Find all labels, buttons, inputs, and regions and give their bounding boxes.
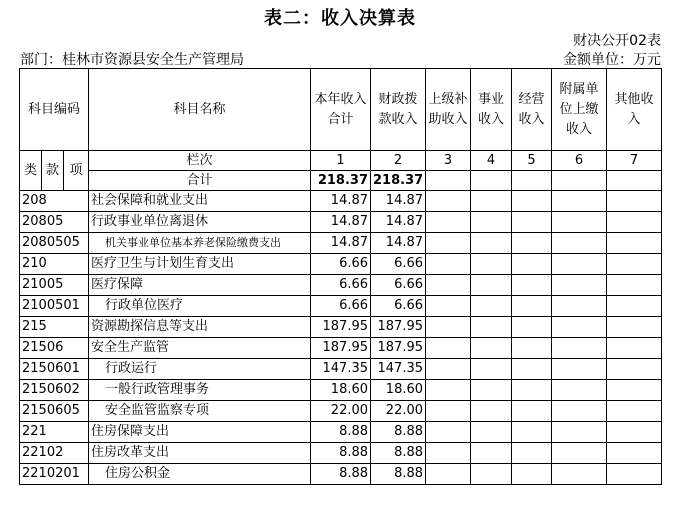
row-value-1: 14.87 <box>311 233 371 254</box>
row-name: 资源勘探信息等支出 <box>89 317 311 338</box>
department-label: 部门：桂林市资源县安全生产管理局 <box>20 52 244 68</box>
header-lei: 类 <box>20 151 42 191</box>
row-empty-cell <box>471 233 512 254</box>
row-empty-cell <box>512 380 552 401</box>
table-row <box>20 275 662 296</box>
row-code: 221 <box>20 422 89 443</box>
row-empty-cell <box>607 212 662 233</box>
total-value-2: 218.37 <box>371 171 426 191</box>
row-empty-cell <box>471 338 512 359</box>
row-empty-cell <box>426 212 471 233</box>
header-col-6: 附属单位上缴收入 <box>552 69 607 151</box>
row-code: 2210201 <box>20 464 89 485</box>
row-name: 安全生产监管 <box>89 338 311 359</box>
row-empty-cell <box>552 443 607 464</box>
table-row <box>20 254 662 275</box>
lanci-num-6: 6 <box>552 151 607 171</box>
row-empty-cell <box>607 254 662 275</box>
header-col-5: 经营收入 <box>512 69 552 151</box>
row-empty-cell <box>552 296 607 317</box>
row-empty-cell <box>607 464 662 485</box>
row-empty-cell <box>552 275 607 296</box>
row-value-2: 8.88 <box>371 464 426 485</box>
row-empty-cell <box>607 296 662 317</box>
row-value-2: 6.66 <box>371 254 426 275</box>
row-value-1: 147.35 <box>311 359 371 380</box>
row-value-1: 8.88 <box>311 443 371 464</box>
row-name: 住房保障支出 <box>89 422 311 443</box>
row-code: 21506 <box>20 338 89 359</box>
row-empty-cell <box>552 233 607 254</box>
row-code: 2150601 <box>20 359 89 380</box>
row-value-1: 8.88 <box>311 464 371 485</box>
total-row <box>20 171 662 191</box>
row-value-1: 187.95 <box>311 338 371 359</box>
row-empty-cell <box>512 443 552 464</box>
row-empty-cell <box>552 212 607 233</box>
row-empty-cell <box>471 317 512 338</box>
row-empty-cell <box>512 296 552 317</box>
row-empty-cell <box>512 212 552 233</box>
row-value-1: 8.88 <box>311 422 371 443</box>
row-value-2: 6.66 <box>371 296 426 317</box>
header-subject-code: 科目编码 <box>20 69 89 151</box>
row-empty-cell <box>607 338 662 359</box>
lanci-num-7: 7 <box>607 151 662 171</box>
row-empty-cell <box>471 464 512 485</box>
row-code: 20805 <box>20 212 89 233</box>
row-empty-cell <box>512 422 552 443</box>
amount-unit-label: 金额单位：万元 <box>563 52 661 68</box>
row-value-1: 6.66 <box>311 296 371 317</box>
row-value-2: 187.95 <box>371 317 426 338</box>
row-code: 2150602 <box>20 380 89 401</box>
row-value-2: 14.87 <box>371 191 426 212</box>
row-value-1: 6.66 <box>311 275 371 296</box>
row-empty-cell <box>471 212 512 233</box>
row-value-1: 6.66 <box>311 254 371 275</box>
row-code: 21005 <box>20 275 89 296</box>
row-empty-cell <box>607 422 662 443</box>
row-value-2: 147.35 <box>371 359 426 380</box>
row-empty-cell <box>426 338 471 359</box>
lanci-num-1: 1 <box>311 151 371 171</box>
row-empty-cell <box>426 443 471 464</box>
row-value-2: 14.87 <box>371 212 426 233</box>
total-label: 合计 <box>89 171 311 191</box>
header-col-2: 财政拨款收入 <box>371 69 426 151</box>
row-empty-cell <box>552 422 607 443</box>
row-empty-cell <box>552 464 607 485</box>
table-row <box>20 212 662 233</box>
row-empty-cell <box>607 401 662 422</box>
row-code: 22102 <box>20 443 89 464</box>
row-value-1: 14.87 <box>311 191 371 212</box>
row-empty-cell <box>607 317 662 338</box>
row-empty-cell <box>512 359 552 380</box>
row-empty-cell <box>471 380 512 401</box>
row-empty-cell <box>471 254 512 275</box>
row-name: 住房公积金 <box>89 464 311 485</box>
row-name: 一般行政管理事务 <box>89 380 311 401</box>
header-xiang: 项 <box>64 151 89 191</box>
row-empty-cell <box>426 296 471 317</box>
header-row <box>20 69 662 151</box>
table-row <box>20 338 662 359</box>
table-row <box>20 233 662 254</box>
row-empty-cell <box>512 191 552 212</box>
lanci-num-4: 4 <box>471 151 512 171</box>
row-empty-cell <box>512 464 552 485</box>
row-name: 医疗保障 <box>89 275 311 296</box>
table-row <box>20 422 662 443</box>
row-empty-cell <box>426 233 471 254</box>
row-value-2: 187.95 <box>371 338 426 359</box>
lanci-label: 栏次 <box>89 151 311 171</box>
row-value-1: 187.95 <box>311 317 371 338</box>
row-empty-cell <box>607 275 662 296</box>
row-name: 行政事业单位离退休 <box>89 212 311 233</box>
row-name: 机关事业单位基本养老保险缴费支出 <box>89 233 311 254</box>
row-empty-cell <box>607 380 662 401</box>
row-value-2: 14.87 <box>371 233 426 254</box>
table-row <box>20 401 662 422</box>
row-empty-cell <box>607 443 662 464</box>
row-empty-cell <box>471 191 512 212</box>
row-empty-cell <box>426 401 471 422</box>
row-empty-cell <box>512 338 552 359</box>
row-empty-cell <box>426 191 471 212</box>
row-empty-cell <box>552 338 607 359</box>
row-code: 2150605 <box>20 401 89 422</box>
row-empty-cell <box>512 401 552 422</box>
row-value-2: 8.88 <box>371 443 426 464</box>
table-row <box>20 296 662 317</box>
header-col-1: 本年收入合计 <box>311 69 371 151</box>
row-empty-cell <box>512 275 552 296</box>
row-empty-cell <box>426 422 471 443</box>
row-value-2: 6.66 <box>371 275 426 296</box>
row-empty-cell <box>552 359 607 380</box>
row-code: 215 <box>20 317 89 338</box>
row-value-2: 22.00 <box>371 401 426 422</box>
row-empty-cell <box>552 380 607 401</box>
table-row <box>20 317 662 338</box>
row-name: 住房改革支出 <box>89 443 311 464</box>
row-empty-cell <box>512 317 552 338</box>
row-value-1: 14.87 <box>311 212 371 233</box>
header-col-3: 上级补助收入 <box>426 69 471 151</box>
row-empty-cell <box>471 401 512 422</box>
row-name: 行政单位医疗 <box>89 296 311 317</box>
row-empty-cell <box>512 233 552 254</box>
row-code: 210 <box>20 254 89 275</box>
lanci-num-5: 5 <box>512 151 552 171</box>
table-row <box>20 443 662 464</box>
row-empty-cell <box>552 254 607 275</box>
row-empty-cell <box>426 464 471 485</box>
row-value-2: 18.60 <box>371 380 426 401</box>
row-name: 行政运行 <box>89 359 311 380</box>
row-name: 医疗卫生与计划生育支出 <box>89 254 311 275</box>
income-table <box>19 68 662 485</box>
row-code: 208 <box>20 191 89 212</box>
header-subject-name: 科目名称 <box>89 69 311 151</box>
table-row <box>20 191 662 212</box>
form-number: 财决公开02表 <box>573 33 661 49</box>
row-empty-cell <box>607 359 662 380</box>
table-row <box>20 380 662 401</box>
row-empty-cell <box>471 443 512 464</box>
row-empty-cell <box>426 359 471 380</box>
row-value-1: 22.00 <box>311 401 371 422</box>
header-col-4: 事业收入 <box>471 69 512 151</box>
row-empty-cell <box>607 191 662 212</box>
row-value-1: 18.60 <box>311 380 371 401</box>
header-col-7: 其他收入 <box>607 69 662 151</box>
row-empty-cell <box>426 380 471 401</box>
header-kuan: 款 <box>42 151 64 191</box>
lanci-row <box>20 151 662 171</box>
table-row <box>20 359 662 380</box>
table-row <box>20 464 662 485</box>
lanci-num-2: 2 <box>371 151 426 171</box>
row-empty-cell <box>426 317 471 338</box>
total-value-1: 218.37 <box>311 171 371 191</box>
row-empty-cell <box>471 359 512 380</box>
row-empty-cell <box>471 275 512 296</box>
row-name: 安全监管监察专项 <box>89 401 311 422</box>
row-code: 2080505 <box>20 233 89 254</box>
row-empty-cell <box>552 317 607 338</box>
row-empty-cell <box>552 191 607 212</box>
row-empty-cell <box>426 275 471 296</box>
row-empty-cell <box>471 296 512 317</box>
lanci-num-3: 3 <box>426 151 471 171</box>
row-empty-cell <box>512 254 552 275</box>
row-empty-cell <box>552 401 607 422</box>
row-value-2: 8.88 <box>371 422 426 443</box>
row-empty-cell <box>607 233 662 254</box>
row-empty-cell <box>426 254 471 275</box>
row-empty-cell <box>471 422 512 443</box>
table-title: 表二：收入决算表 <box>264 8 416 29</box>
row-code: 2100501 <box>20 296 89 317</box>
row-name: 社会保障和就业支出 <box>89 191 311 212</box>
